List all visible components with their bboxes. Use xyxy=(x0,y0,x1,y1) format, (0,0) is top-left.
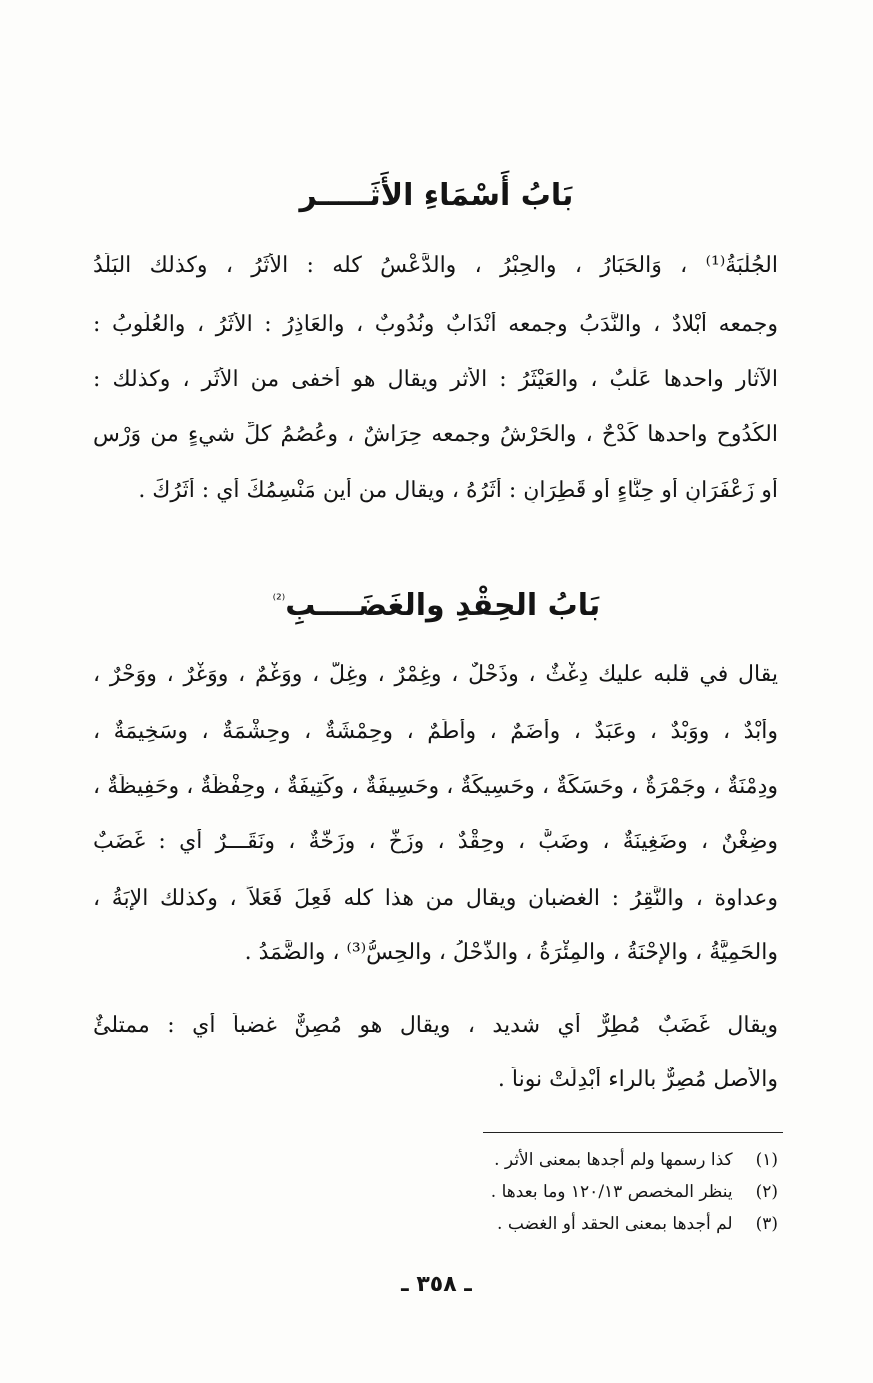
footnote xyxy=(178,1150,778,1170)
section-heading-grudge-anger xyxy=(120,588,753,623)
text-line: ودِمْنَةٌ ، وجَمْرَةٌ ، وحَسَكَةٌ ، وحَسِيكَةٌ ، وحَسِيفَةٌ ، وكَتِيفَةٌ ، وحِفْظَةٌ ، وحَفِيظَةٌ ، xyxy=(93,774,778,799)
text-line: وعداوة ، والنَّقِرُ : الغضبان ويقال من هذا كله فَعِلَ فَعَلاً ، وكذلك الإِبَةُ ، xyxy=(93,886,778,911)
section-heading-traces: بَابُ أَسْمَاءِ الأَثَـــــر xyxy=(299,178,574,213)
page-number: ـ ٣٥٨ ـ xyxy=(401,1272,472,1297)
text-line: يقال في قلبه عليك دِغْثٌ ، وذَحْلٌ ، وغِمْرٌ ، وغِلٌّ ، ووَغْمٌ ، ووَغْرٌ ، ووَحْرٌ ، xyxy=(93,662,778,687)
text-line: وجمعه أَبْلادٌ ، والنَّدَبُ وجمعه أَنْدَابٌ ونُدُوبٌ ، والعَاذِرُ : الأَثَرُ ، والعُلُوبُ : xyxy=(93,312,778,337)
text-line: ويقال غَضَبٌ مُطِرٌّ أي شديد ، ويقال هو مُصِنٌّ غضباً أي : ممتلئٌ xyxy=(93,1013,778,1038)
footnote-text: كذا رسمها ولم أجدها بمعنى الأثر . xyxy=(494,1150,733,1170)
text-line: وأَبْدٌ ، ووَبْدٌ ، وعَبَدٌ ، وأَضَمٌ ، وأَطَمٌ ، وحِمْشَةٌ ، وحِشْمَةٌ ، وسَخِيمَةٌ ، xyxy=(93,719,778,744)
footnote-number: (٣) xyxy=(755,1214,778,1234)
footnote-number: (١) xyxy=(755,1150,778,1170)
text-line: والأصل مُصِرٌّ بالراء أُبْدِلَتْ نوناً . xyxy=(497,1067,778,1092)
footnote-number: (٢) xyxy=(755,1182,778,1202)
text-line: الآثار واحدها عَلْبٌ ، والعَيْثَرُ : الأثر ويقال هو أخفى من الأَثَرِ ، وكذلك : xyxy=(93,367,778,392)
heading-text: بَابُ الحِقْدِ والغَضَــــبِ xyxy=(285,588,601,623)
text-line: الكُدُوح واحدها كَدْحٌ ، والحَرْشُ وجمعه حِرَاشٌ ، وعُصُمُ كلِّ شيءٍ من وَرْسٍ xyxy=(93,422,778,447)
footnote-divider xyxy=(483,1132,783,1133)
footnote-text: لم أجدها بمعنى الحقد أو الغضب . xyxy=(497,1214,733,1234)
text-line: أو زَعْفَرَانٍ أو حِنَّاءٍ أو قَطِرَانٍ : أَثَرُهُ ، ويقال من أين مَنْسِمُكَ أي : أَثَرُكَ . xyxy=(138,478,778,503)
footnote xyxy=(178,1214,778,1234)
footnote-text: ينظر المخصص ١٢٠/١٣ وما بعدها . xyxy=(490,1182,733,1202)
footnote-marker: ⁽²⁾ xyxy=(272,592,286,608)
text-line: والحَمِيَّةُ ، والإِحْنَةُ ، والمِئْرَةُ ، والذَّحْلُ ، والحِسُّ⁽³⁾ ، والضَّمَدُ . xyxy=(244,940,778,965)
footnote xyxy=(178,1182,778,1202)
text-line: الجُلْبَةُ⁽¹⁾ ، وَالحَبَارُ ، والحِبْرُ ، والدَّعْسُ كله : الأَثَرُ ، وكذلك البَلَدُ xyxy=(93,253,778,278)
text-line: وضِغْنٌ ، وضَغِينَةٌ ، وضَبٌّ ، وحِقْدٌ ، وزَخٌّ ، وزَخَّةٌ ، ونَقَـــرٌ أي : غَضَبٌ xyxy=(93,829,778,854)
